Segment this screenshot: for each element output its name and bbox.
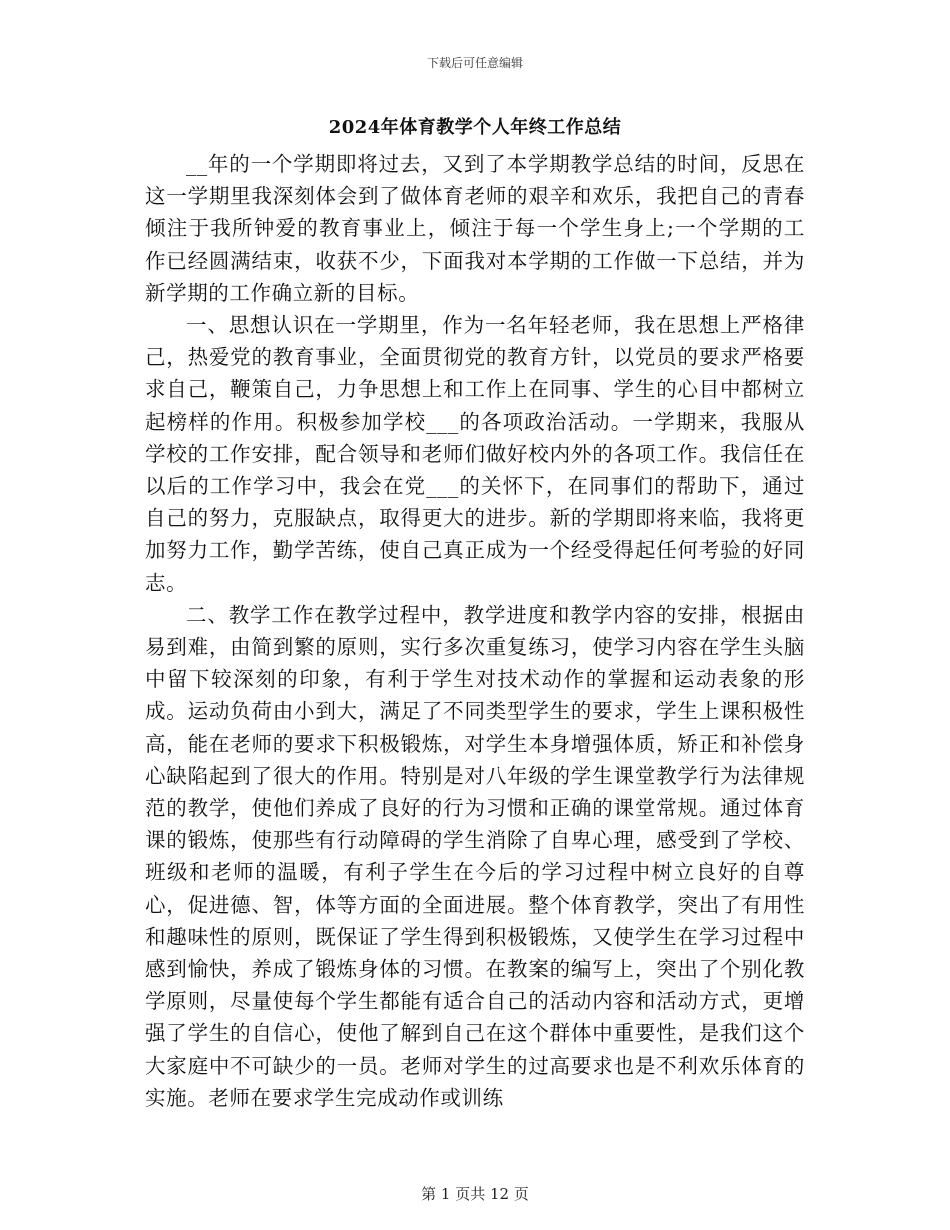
page-header-note: 下载后可任意编辑 — [426, 56, 523, 70]
paragraph-teaching: 二、教学工作在教学过程中，教学进度和教学内容的安排，根据由易到难，由简到繁的原则，实行多次重复练习，使学习内容在学生头脑中留下较深刻的印象，有利于学生对技术动作的掌握和运动表象的形成。运动负荷由小到大，满足了不同类型学生的要求，学生上课积极性高，能在老师的要求下积极锻炼，对学生本身增强体质，矫正和补偿身心缺陷起到了很大的作用。特别是对八年级的学生课堂教学行为法律规范的教学，使他们养成了良好的行为习惯和正确的课堂常规。通过体育课的锻炼，使那些有行动障碍的学生消除了自卑心理，感受到了学校、班级和老师的温暖，有利子学生在今后的学习过程中树立良好的自尊心，促进德、智，体等方面的全面进展。整个体育教学，突出了有用性和趣味性的原则，既保证了学生得到积极锻炼，又使学生在学习过程中感到愉快，养成了锻炼身体的习惯。在教案的编写上，突出了个别化教学原则，尽量使每个学生都能有适合自己的活动内容和活动方式，更增强了学生的自信心，使他了解到自己在这个群体中重要性，是我们这个大家庭中不可缺少的一员。老师对学生的过高要求也是不利欢乐体育的实施。老师在要求学生完成动作或训练 — [145, 602, 805, 1110]
page-number-footer: 第 1 页共 12 页 — [421, 1185, 529, 1203]
document-body — [145, 148, 805, 1114]
paragraph-ideology: 一、思想认识在一学期里，作为一名年轻老师，我在思想上严格律己，热爱党的教育事业，全面贯彻党的教育方针，以党员的要求严格要求自己，鞭策自己，力争思想上和工作上在同事、学生的心目中都树立起榜样的作用。积极参加学校___的各项政治活动。一学期来，我服从学校的工作安排，配合领导和老师们做好校内外的各项工作。我信任在以后的工作学习中，我会在党___的关怀下，在同事们的帮助下，通过自己的努力，克服缺点，取得更大的进步。新的学期即将来临，我将更加努力工作，勤学苦练，使自己真正成为一个经受得起任何考验的好同志。 — [145, 313, 805, 595]
paragraph-intro: __年的一个学期即将过去，又到了本学期教学总结的时间，反思在这一学期里我深刻体会到了做体育老师的艰辛和欢乐，我把自己的青春倾注于我所钟爱的教育事业上，倾注于每一个学生身上;一个学期的工作已经圆满结束，收获不少，下面我对本学期的工作做一下总结，并为新学期的工作确立新的目标。 — [145, 152, 805, 305]
document-title: 2024年体育教学个人年终工作总结 — [328, 117, 622, 138]
